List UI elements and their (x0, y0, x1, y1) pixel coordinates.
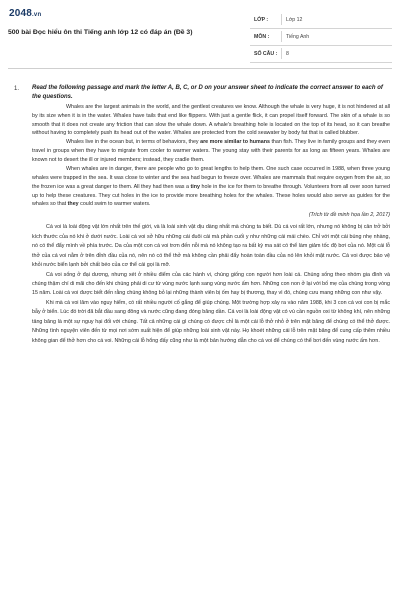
passage-source: (Trích từ đề minh họa lần 2, 2017) (308, 212, 390, 219)
meta-table (250, 12, 392, 63)
header-divider (8, 68, 392, 69)
translation-paragraph-1: Cá voi là loài động vật lớn nhất trên thế giới, và là loài sinh vật dịu dàng nhất mà chúng ta biết. Dù cá voi rất lớn, nhưng nó không bị cản trở bởi kích thước của nó khi ở dưới nước. Loài cá voi sở hữu những cái đuôi cái mà phần cuối y như những cái mái chèo. Chỉ với một cái búng nhẹ nhàng, nó có thể đẩy mình về phía trước. Da của một con cá voi trơn đến nỗi mà nó không tạo ra bất kỳ ma sát có thể làm giảm tốc độ bơi của nó. Một cái lỗ thở của cá voi nằm ở trên đỉnh đầu của nó, nên nó có thể thở mà không cần phải đẩy hoàn toàn đầu của nó lên khỏi mặt nước. Cá voi được bảo vệ khỏi nước biển lạnh bởi chất béo của cơ thể cái gọi là mỡ. (32, 224, 390, 269)
meta-key: SỐ CÂU : (254, 51, 278, 57)
meta-value: 8 (286, 51, 289, 57)
passage-paragraph-1 (32, 103, 390, 139)
meta-row-class (250, 12, 392, 29)
meta-value: Tiếng Anh (286, 34, 310, 40)
passage-text: than fish. They live in family groups and they even travel in groups when they have to migrate from cooler to warmer waters. The young stay with their parents for as long as fifteen years. Whales are known not to desert the ill or injured members; instead, they cradle them. (32, 139, 390, 164)
passage-text: Whales live in the ocean but, in terms of behaviors, they (66, 139, 201, 146)
passage-text: When whales are in danger, there are people who go to great lengths to help them. One such case occurred in 1988, when three young whales were trapped in the sea. It was close to winter and the sea had begun to freeze over. Whales are mammals that require oxygen from the air, so the frozen ice was a great danger to them. All they had then was a (32, 165, 390, 190)
meta-key: LỚP : (254, 17, 269, 23)
document-title: 500 bài Đọc hiểu ôn thi Tiếng anh lớp 12 có đáp án (Đề 3) (8, 29, 193, 36)
highlighted-word: tiny (190, 183, 201, 190)
meta-row-subject (250, 29, 392, 46)
page-header (0, 0, 400, 66)
site-logo[interactable] (9, 8, 41, 19)
passage-text: Whales are the largest animals in the world, and the gentlest creatures we know. Although the whale is very huge, it is not hindered at all by its size when it is in the water. Whales have tails that end like flippers. With just a gentle flick, it can propel itself forward. The skin of a whale is so smooth that it does not create any friction that can slow the whale down. A whale's breathing hole is located on the top of its head, so it can breathe without having to completely push its head out of the water. Whales are protected from the cold seawater by body fat that is called blubber. (32, 103, 390, 137)
passage-paragraph-2 (32, 138, 390, 165)
highlighted-phrase: are more similar to humans (200, 139, 270, 146)
passage-text: hole in the ice for them to breathe through. Volunteers from all over soon turned up to help these creatures. They cut holes in the ice to provide more breathing holes for the whales. These holes would also serve as guides for the whales so that (32, 183, 390, 208)
logo-main: 2048 (9, 8, 33, 19)
question-instructions: Read the following passage and mark the letter A, B, C, or D on your answer sheet to indicate the correct answer to each of the questions. (32, 85, 383, 100)
translation-paragraph-2: Cá voi sống ở đại dương, nhưng xét ở nhiều điểm của các hành vi, chúng giống con người hơn loài cá. Chúng sống theo nhóm gia đình và chúng thậm chí di mãi cho đến khi chúng phải di cư từ vùng nước lạnh sang vùng nước ấm hơn. Những con non ở lại với bố mẹ của chúng trong vòng 15 năm. Loài cá voi được biết đến rằng chúng không bỏ lại những thành viên bị ốm hay bị thương, thay vì đó, chúng cưu mang những con như vậy. (32, 271, 390, 297)
highlighted-word: they (67, 201, 79, 208)
logo-suffix: .vn (32, 12, 42, 18)
meta-key: MÔN : (254, 34, 270, 40)
passage-paragraph-3 (32, 165, 390, 209)
question-content (32, 84, 390, 346)
passage-text: could swim to warmer waters. (78, 201, 151, 208)
meta-row-count (250, 46, 392, 63)
translation-paragraph-3: Khi mà cá voi lâm vào nguy hiểm, có rất nhiều người cố gắng để giúp chúng. Một trường hợp xảy ra vào năm 1988, khi 3 con cá voi con bị mắc bẫy ở biển. Lúc đó trời đã bắt đầu sang đông và nước cũng đang đóng băng dần. Cá voi là loài động vật có vú cần nguồn oxi từ không khí, nên những tảng băng là một sự nguy hại đối với chúng. Tất cả những cái gì chúng có được chỉ là một cái lỗ thở nhỏ ở trên mặt băng để chúng có thể thở được. Những tình nguyện viên đến từ mọi nơi sớm xuất hiện để giúp những loài sinh vật này. Họ khoét những cái lỗ trên mặt băng để cung cấp thêm nhiều không gian để thở hơn cho cá voi. Những cái lỗ hổng đấy cũng như là một bản hướng dẫn cho cá voi để chúng có thể bơi đến vùng nước ấm hơn. (32, 299, 390, 344)
question-number: 1. (14, 86, 20, 92)
meta-value: Lớp 12 (286, 17, 303, 23)
